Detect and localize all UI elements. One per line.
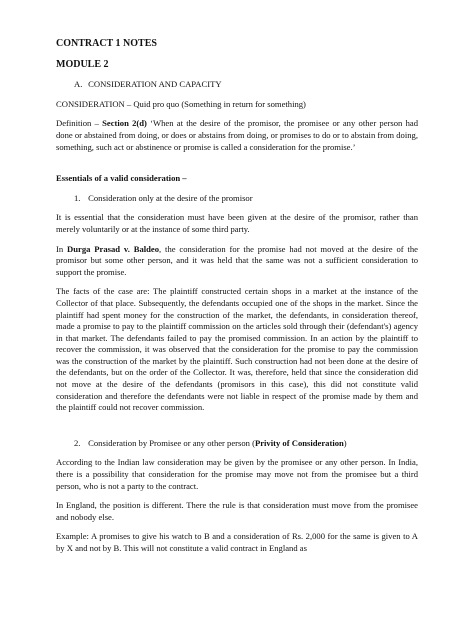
case-post: , the consideration for the promise had not moved at the desire of the promisor but some other person, and it was held that the same was not a sufficient consideration to support the promise. <box>56 243 418 277</box>
module-heading: MODULE 2 <box>56 58 109 70</box>
definition-text: ‘When at the desire of the promisor, the promisee or any other person had done or abstained from doing, or does or abstains from doing, or promises to do or to abstain from doing, something, such act or abstinence or promise is called a consideration for the promise.’ <box>56 118 418 152</box>
case-pre: In <box>56 243 68 254</box>
list-item-2-bold: Privity of Consideration <box>254 437 344 448</box>
definition-paragraph <box>56 118 418 153</box>
consideration-line: CONSIDERATION – Quid pro quo (Something in return for something) <box>56 98 306 109</box>
list-item-2-close: ) <box>343 437 347 448</box>
paragraph-example: Example: A promises to give his watch to B and a consideration of Rs. 2,000 for the same is given to A by X and not by B. This will not constitute a valid contract in England as <box>56 531 418 553</box>
paragraph-indian-law: According to the Indian law consideration may be given by the promisee or any other person. In India, there is a possibility that consideration for the promise may move not from the promisee but a third person, who is not a party to the contract. <box>56 457 418 491</box>
document-title: CONTRACT 1 NOTES <box>56 38 157 49</box>
paragraph-desire: It is essential that the consideration must have been given at the desire of the promisor, rather than merely voluntarily or at the instance of some third party. <box>56 212 418 234</box>
list-item-1-number: 1. <box>74 192 81 203</box>
list-item-1-text: Consideration only at the desire of the promisor <box>88 192 253 203</box>
spacer <box>56 422 418 438</box>
list-item-2-number: 2. <box>74 437 81 448</box>
paragraph-england: In England, the position is different. There the rule is that consideration must move from the promisee and nobody else. <box>56 500 418 522</box>
section-a-number: A. <box>74 79 83 90</box>
definition-lead: Definition – <box>56 118 103 129</box>
definition-section: Section 2(d) <box>102 118 147 129</box>
essentials-heading: Essentials of a valid consideration – <box>56 173 187 184</box>
section-a-text: CONSIDERATION AND CAPACITY <box>88 79 222 90</box>
list-item-2 <box>56 438 418 450</box>
paragraph-case <box>56 244 418 279</box>
list-item-1 <box>56 193 418 205</box>
list-item-2-text: Consideration by Promisee or any other person ( <box>88 437 255 448</box>
case-name: Durga Prasad v. Baldeo <box>67 243 160 254</box>
section-a-heading <box>56 79 418 91</box>
paragraph-facts: The facts of the case are: The plaintiff constructed certain shops in a market at the instance of the Collector of that place. Subsequently, the defendants occupied one of the shops in the market. Since the plaintiff had spent money for the construction of the market, the defendants, in consideration thereof, made a promise to pay to the plaintiff commission on the articles sold through their (defendant's) agency in that market. The defendants failed to pay the promised commission. In an action by the plaintiff to recover the commission, it was observed that the consideration for the promise to pay the commission was the construction of the market by the plaintiff. Such construction had not been done at the desire of the defendants, but on the order of the Collector. It was, therefore, held that since the consideration did not move at the desire of the defendants (promisors in this case), this did not constitute valid consideration and therefore the defendants were not liable in respect of the promise made by them and the plaintiff could not recover commission. <box>56 286 418 413</box>
